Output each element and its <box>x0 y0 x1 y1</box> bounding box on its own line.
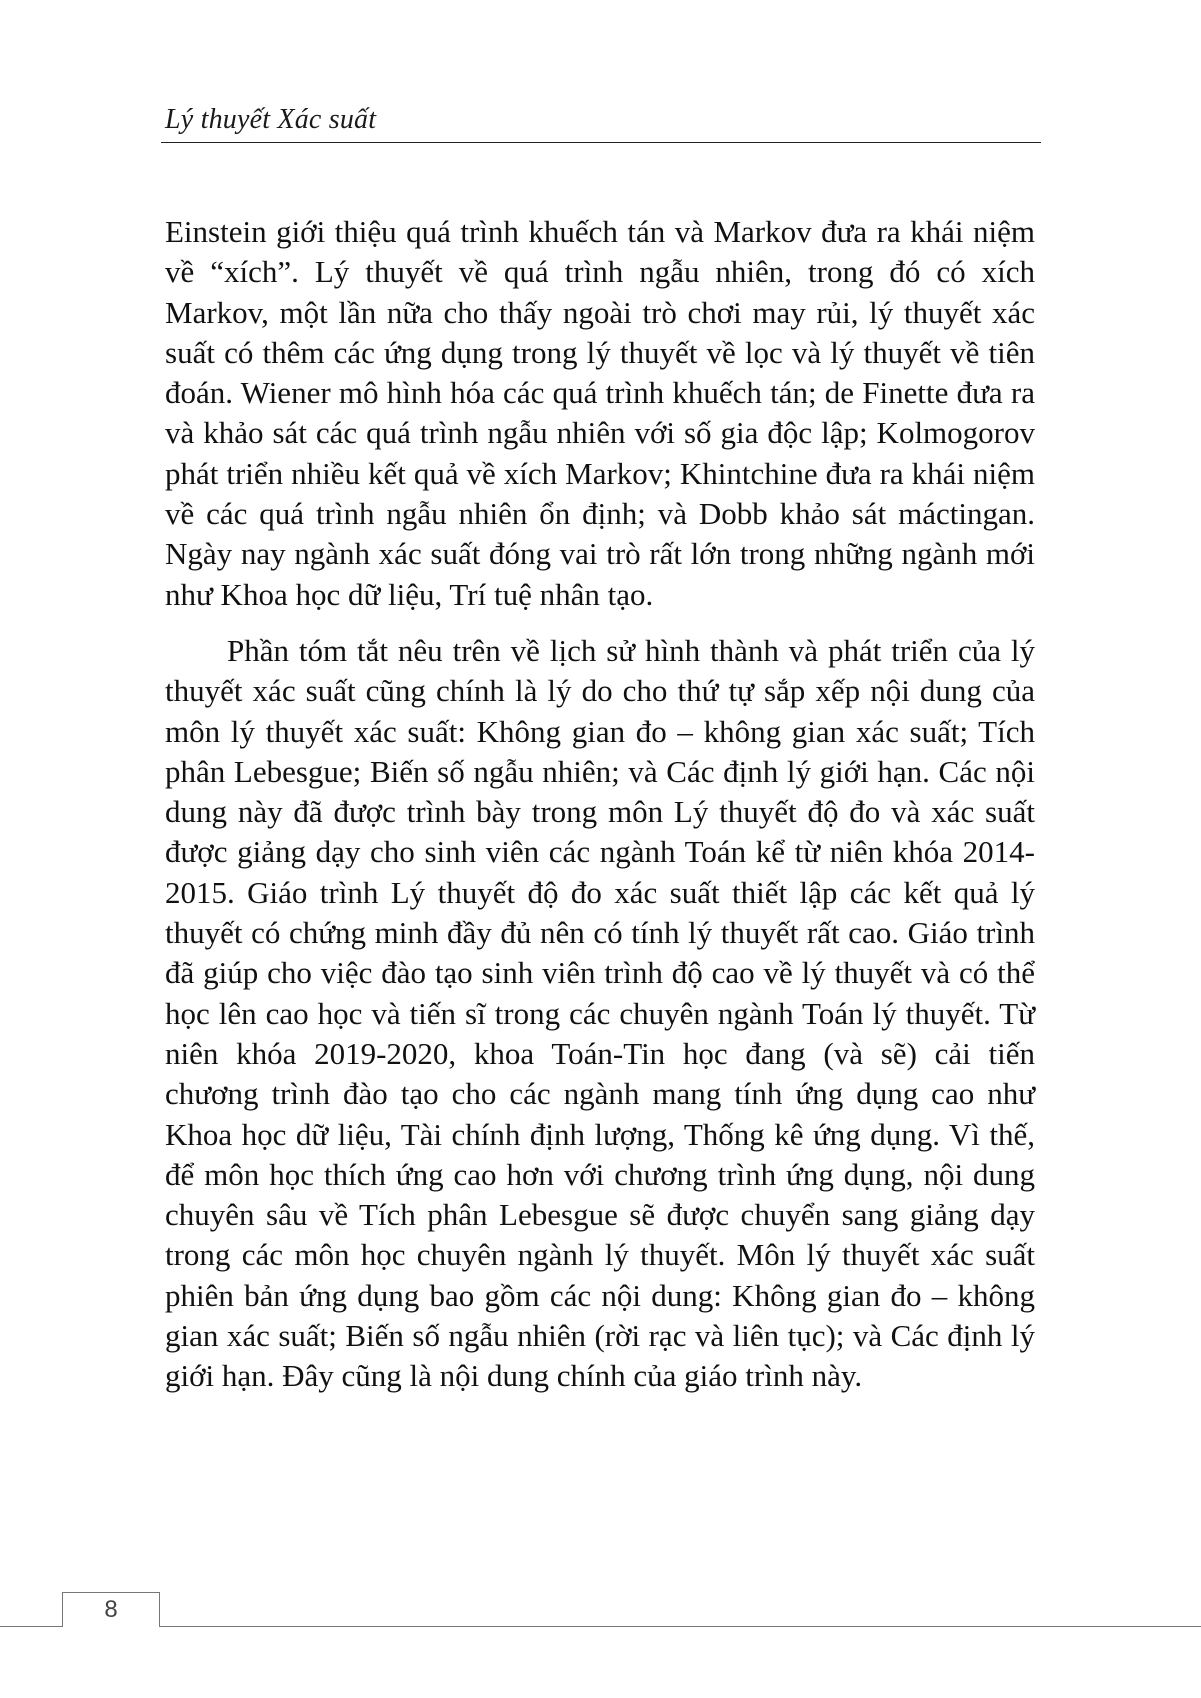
paragraph-2: Phần tóm tắt nêu trên về lịch sử hình thành và phát triển của lý thuyết xác suất cũng chính là lý do cho thứ tự sắp xếp nội dung của môn lý thuyết xác suất: Không gian đo – không gian xác suất; Tích phân Lebesgue; Biến số ngẫu nhiên; và Các định lý giới hạn. Các nội dung này đã được trình bày trong môn Lý thuyết độ đo và xác suất được giảng dạy cho sinh viên các ngành Toán kể từ niên khóa 2014-2015. Giáo trình Lý thuyết độ đo xác suất thiết lập các kết quả lý thuyết có chứng minh đầy đủ nên có tính lý thuyết rất cao. Giáo trình đã giúp cho việc đào tạo sinh viên trình độ cao về lý thuyết và có thể học lên cao học và tiến sĩ trong các chuyên ngành Toán lý thuyết. Từ niên khóa 2019-2020, khoa Toán-Tin học đang (và sẽ) cải tiến chương trình đào tạo cho các ngành mang tính ứng dụng cao như Khoa học dữ liệu, Tài chính định lượng, Thống kê ứng dụng. Vì thế, để môn học thích ứng cao hơn với chương trình ứng dụng, nội dung chuyên sâu về Tích phân Lebesgue sẽ được chuyển sang giảng dạy trong các môn học chuyên ngành lý thuyết. Môn lý thuyết xác suất phiên bản ứng dụng bao gồm các nội dung: Không gian đo – không gian xác suất; Biến số ngẫu nhiên (rời rạc và liên tục); và Các định lý giới hạn. Đây cũng là nội dung chính của giáo trình này. <box>165 632 1035 1394</box>
header-divider <box>161 142 1041 143</box>
footer-divider <box>0 1626 1201 1627</box>
main-text <box>165 212 1035 1397</box>
paragraph-1: Einstein giới thiệu quá trình khuếch tán và Markov đưa ra khái niệm về “xích”. Lý thuyết về quá trình ngẫu nhiên, trong đó có xích Markov, một lần nữa cho thấy ngoài trò chơi may rủi, lý thuyết xác suất có thêm các ứng dụng trong lý thuyết về lọc và lý thuyết về tiên đoán. Wiener mô hình hóa các quá trình khuếch tán; de Finette đưa ra và khảo sát các quá trình ngẫu nhiên với số gia độc lập; Kolmogorov phát triển nhiều kết quả về xích Markov; Khintchine đưa ra khái niệm về các quá trình ngẫu nhiên ổn định; và Dobb khảo sát máctingan. Ngày nay ngành xác suất đóng vai trò rất lớn trong những ngành mới như Khoa học dữ liệu, Trí tuệ nhân tạo. <box>165 214 1035 612</box>
running-header-title: Lý thuyết Xác suất <box>165 104 377 135</box>
page-number: 8 <box>62 1592 160 1627</box>
